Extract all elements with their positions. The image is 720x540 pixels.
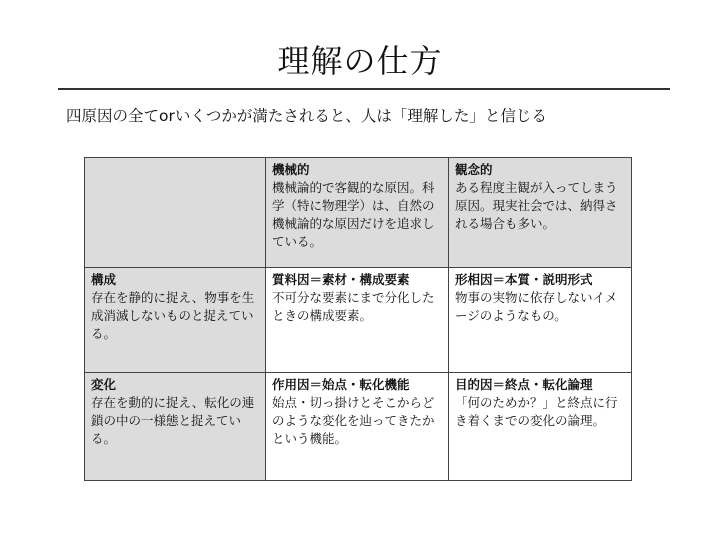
title-divider xyxy=(58,88,670,90)
cell-efficient-cause xyxy=(266,373,449,481)
matrix-header-row xyxy=(85,158,632,268)
matrix-row-structure xyxy=(85,268,632,373)
matrix-row-change xyxy=(85,373,632,481)
cause-description: 不可分な要素にまで分化したときの構成要素。 xyxy=(272,290,435,323)
row-heading: 変化 xyxy=(91,377,117,392)
column-header-ideal xyxy=(449,158,632,268)
cause-heading: 目的因＝終点・転化論理 xyxy=(455,377,593,392)
four-causes-matrix xyxy=(84,157,632,481)
cause-heading: 作用因＝始点・転化機能 xyxy=(272,377,410,392)
row-header-change xyxy=(85,373,266,481)
column-header-mechanical xyxy=(266,158,449,268)
cause-heading: 形相因＝本質・説明形式 xyxy=(455,272,593,287)
row-heading: 構成 xyxy=(91,272,117,287)
row-description: 存在を静的に捉え、物事を生成消滅しないものと捉えている。 xyxy=(91,290,255,341)
cell-final-cause xyxy=(449,373,632,481)
cell-material-cause xyxy=(266,268,449,373)
column-heading: 観念的 xyxy=(455,162,493,177)
cause-description: 「何のためか？」と終点に行き着くまでの変化の論理。 xyxy=(455,395,618,428)
slide-title: 理解の仕方 xyxy=(277,42,443,80)
row-description: 存在を動的に捉え、転化の連鎖の中の一様態と捉えている。 xyxy=(91,395,255,446)
cause-description: 物事の実物に依存しないイメージのようなもの。 xyxy=(455,290,618,323)
row-header-structure xyxy=(85,268,266,373)
cause-heading: 質料因＝素材・構成要素 xyxy=(272,272,410,287)
cell-formal-cause xyxy=(449,268,632,373)
column-description: ある程度主観が入ってしまう原因。現実社会では、納得される場合も多い。 xyxy=(455,180,618,231)
slide-subtitle: 四原因の全てorいくつかが満たされると、人は「理解した」と信じる xyxy=(66,107,547,125)
cause-description: 始点・切っ掛けとそこからどのような変化を辿ってきたかという機能。 xyxy=(272,395,435,446)
column-description: 機械論的で客観的な原因。科学（特に物理学）は、自然の機械論的な原因だけを追求している。 xyxy=(272,180,435,249)
matrix-corner-cell xyxy=(85,158,266,268)
column-heading: 機械的 xyxy=(272,162,310,177)
